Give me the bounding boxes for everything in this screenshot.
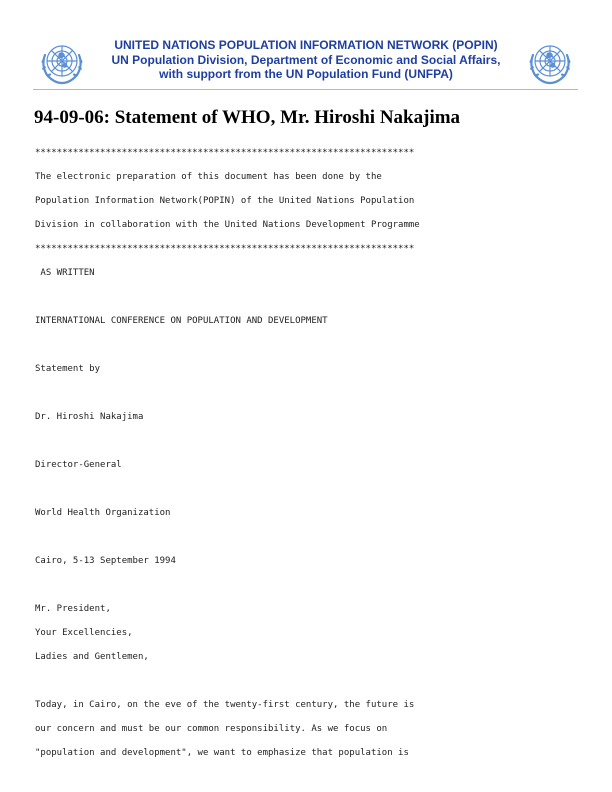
document-line: Cairo, 5-13 September 1994 [35, 556, 176, 566]
document-line: Population Information Network(POPIN) of the United Nations Population [35, 196, 415, 206]
header-line-3: with support from the UN Population Fund (UNFPA) [159, 67, 453, 81]
document-line: "population and development", we want to emphasize that population is [35, 748, 409, 758]
header-line-2: UN Population Division, Department of Economic and Social Affairs, [111, 52, 501, 67]
document-line [35, 525, 595, 549]
document-line: The electronic preparation of this document has been done by the [35, 172, 382, 182]
document-line: INTERNATIONAL CONFERENCE ON POPULATION AND DEVELOPMENT [35, 316, 328, 326]
document-line: Division in collaboration with the United Nations Development Programme [35, 220, 420, 230]
document-line [35, 381, 595, 405]
document-line [35, 573, 595, 597]
document-line: Mr. President, [35, 604, 111, 614]
document-line [35, 429, 595, 453]
page-header [0, 0, 612, 92]
header-divider [33, 89, 578, 90]
document-line: ********************************************************************** [35, 244, 415, 254]
document-line: AS WRITTEN [35, 268, 95, 278]
page-title: 94-09-06: Statement of WHO, Mr. Hiroshi Nakajima [34, 107, 461, 128]
document-line: Dr. Hiroshi Nakajima [35, 412, 144, 422]
document-line [35, 285, 595, 309]
document-line: Today, in Cairo, on the eve of the twenty-first century, the future is [35, 700, 415, 710]
document-line: Ladies and Gentlemen, [35, 652, 149, 662]
document-line: World Health Organization [35, 508, 171, 518]
un-emblem-icon [37, 37, 87, 87]
document-line [35, 477, 595, 501]
un-emblem-icon [525, 37, 575, 87]
header-line-1: UNITED NATIONS POPULATION INFORMATION NETWORK (POPIN) [114, 38, 498, 52]
document-line: Your Excellencies, [35, 628, 133, 638]
header-text [90, 38, 522, 82]
document-line: ********************************************************************** [35, 148, 415, 158]
document-line: Statement by [35, 364, 101, 374]
document-line [35, 669, 595, 693]
document-line: Director-General [35, 460, 122, 470]
document-line: our concern and must be our common responsibility. As we focus on [35, 724, 388, 734]
document-line [35, 333, 595, 357]
document-body [35, 141, 595, 765]
